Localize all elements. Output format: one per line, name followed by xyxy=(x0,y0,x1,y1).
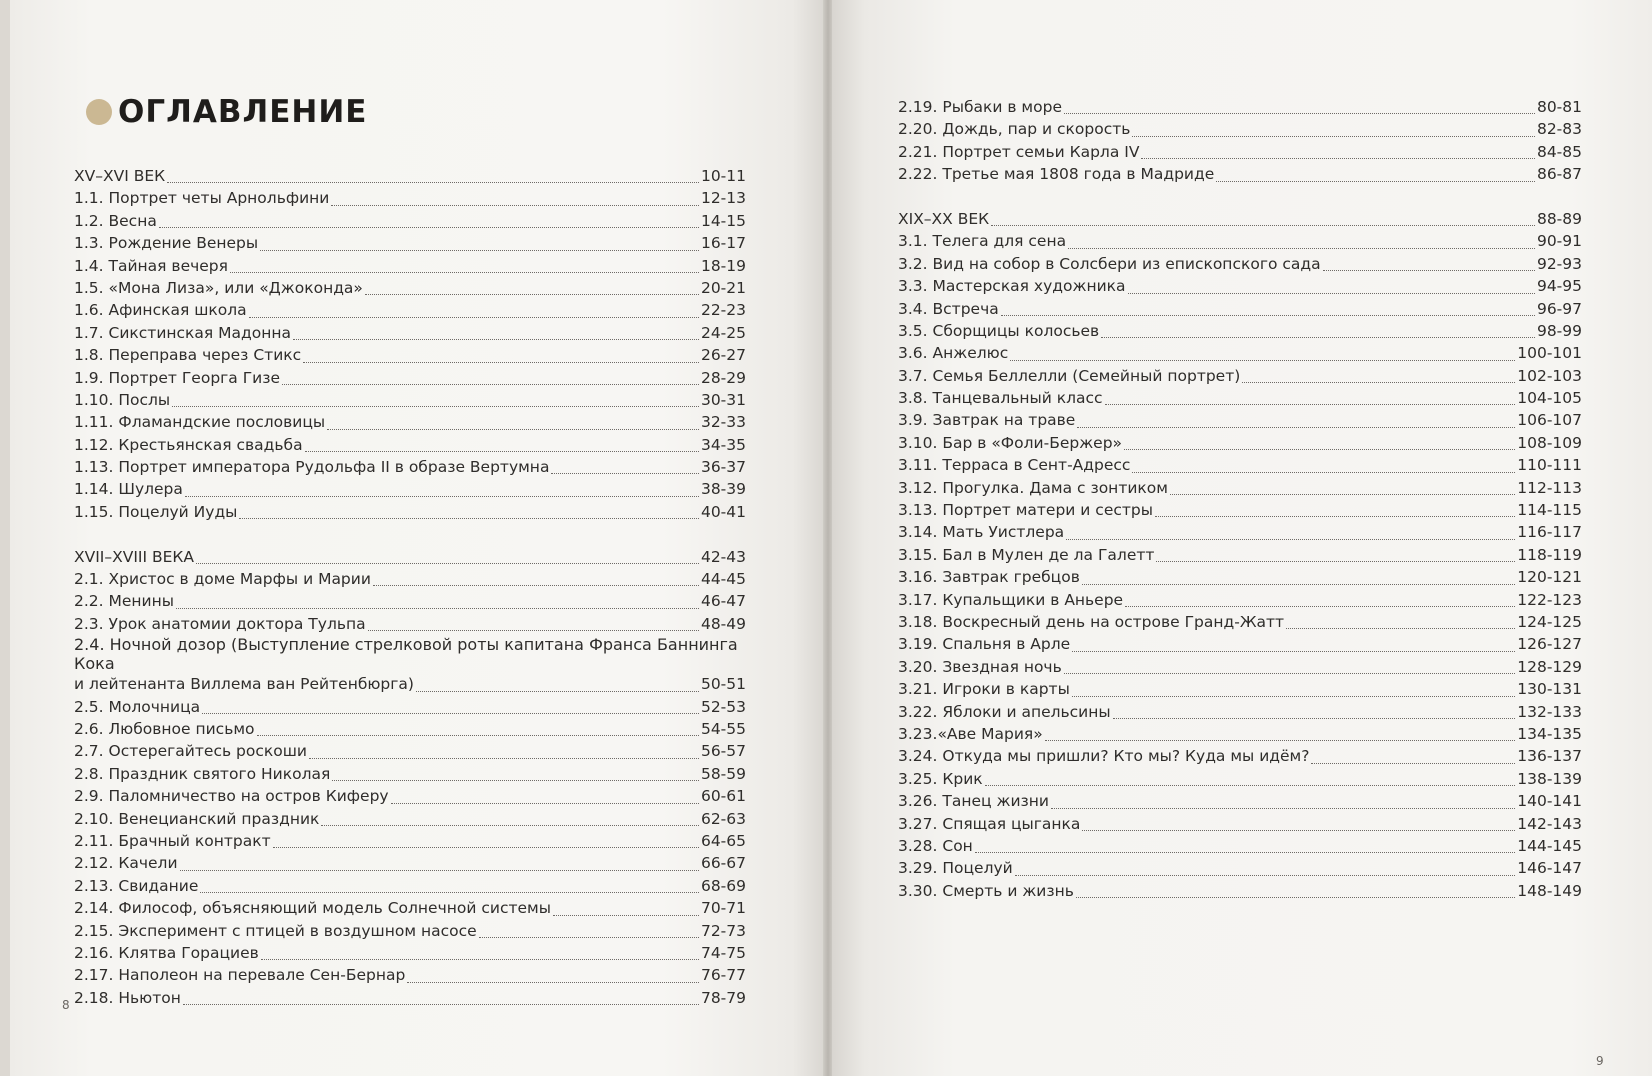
toc-entry xyxy=(74,434,746,456)
toc-entry-pages: 74-75 xyxy=(700,943,746,962)
toc-entry-label: 2.6. Любовное письмо xyxy=(74,719,255,738)
toc-entry xyxy=(898,723,1582,745)
toc-entry xyxy=(898,141,1582,163)
toc-entry xyxy=(898,432,1582,454)
toc-entry xyxy=(74,852,746,874)
toc-entry-pages: 26-27 xyxy=(700,346,746,365)
toc-entry-pages: 46-47 xyxy=(700,592,746,611)
toc-entry-pages: 68-69 xyxy=(700,876,746,895)
toc-entry-pages: 52-53 xyxy=(700,697,746,716)
dot-leader xyxy=(1072,651,1515,652)
dot-leader xyxy=(1072,696,1515,697)
toc-entry-pages: 112-113 xyxy=(1517,478,1582,497)
toc-entry-label: 1.11. Фламандские пословицы xyxy=(74,413,326,432)
toc-entry-label: 2.1. Христос в доме Марфы и Марии xyxy=(74,570,371,589)
dot-leader xyxy=(368,630,699,631)
page-number-left: 8 xyxy=(62,998,70,1012)
toc-entry-pages: 94-95 xyxy=(1536,277,1582,296)
toc-entry xyxy=(898,387,1582,409)
toc-entry-pages: 28-29 xyxy=(700,368,746,387)
toc-entry-pages: 114-115 xyxy=(1517,501,1582,520)
toc-entry-label: 2.14. Философ, объясняющий модель Солнечной системы xyxy=(74,899,551,918)
toc-entry xyxy=(898,768,1582,790)
toc-entry-pages: 90-91 xyxy=(1536,232,1582,251)
dot-leader xyxy=(332,780,699,781)
toc-entry-label: 1.3. Рождение Венеры xyxy=(74,234,259,253)
toc-entry xyxy=(74,165,746,187)
toc-entry xyxy=(74,411,746,433)
toc-entry-pages: 40-41 xyxy=(700,502,746,521)
dot-leader xyxy=(1101,337,1535,338)
toc-entry-pages: 60-61 xyxy=(700,787,746,806)
toc-entry-label: 3.10. Бар в «Фоли-Бержер» xyxy=(898,433,1123,452)
toc-entry-pages: 134-135 xyxy=(1517,724,1582,743)
toc-entry xyxy=(74,210,746,232)
toc-entry-label: 3.1. Телега для сена xyxy=(898,232,1067,251)
toc-entry-pages: 110-111 xyxy=(1517,456,1582,475)
toc-entry xyxy=(74,568,746,590)
dot-leader xyxy=(180,870,699,871)
toc-entry-label: 3.30. Смерть и жизнь xyxy=(898,881,1074,900)
toc-entry-pages: 44-45 xyxy=(700,570,746,589)
toc-entry-pages: 142-143 xyxy=(1517,814,1582,833)
toc-entry-label: 1.6. Афинская школа xyxy=(74,301,247,320)
dot-leader xyxy=(1076,897,1515,898)
dot-leader xyxy=(1311,763,1515,764)
toc-entry xyxy=(74,920,746,942)
toc-entry-label: 3.5. Сборщицы колосьев xyxy=(898,321,1100,340)
toc-entry xyxy=(74,389,746,411)
dot-leader xyxy=(230,272,699,273)
toc-entry-pages: 122-123 xyxy=(1517,590,1582,609)
toc-entry-pages: 126-127 xyxy=(1517,635,1582,654)
toc-entry xyxy=(898,521,1582,543)
dot-leader xyxy=(1051,808,1515,809)
toc-entry xyxy=(74,277,746,299)
toc-entry-pages: 148-149 xyxy=(1517,881,1582,900)
toc-entry xyxy=(74,613,746,635)
toc-entry-label: 1.14. Шулера xyxy=(74,480,183,499)
toc-entry-pages: 18-19 xyxy=(700,256,746,275)
dot-leader xyxy=(991,225,1535,226)
toc-entry-pages: 136-137 xyxy=(1517,747,1582,766)
toc-entry-pages: 24-25 xyxy=(700,323,746,342)
toc-entry-label: XVII–XVIII ВЕКА xyxy=(74,547,195,566)
toc-entry xyxy=(74,987,746,1009)
toc-entry xyxy=(898,813,1582,835)
toc-entry xyxy=(898,477,1582,499)
dot-leader xyxy=(1216,181,1535,182)
toc-entry-pages: 132-133 xyxy=(1517,702,1582,721)
toc-entry-label: 2.12. Качели xyxy=(74,854,178,873)
toc-entry xyxy=(898,275,1582,297)
toc-entry-pages: 118-119 xyxy=(1517,545,1582,564)
toc-entry-pages: 92-93 xyxy=(1536,254,1582,273)
toc-entry-label: 2.3. Урок анатомии доктора Тульпа xyxy=(74,614,366,633)
toc-entry-label: 3.21. Игроки в карты xyxy=(898,680,1070,699)
section-spacer xyxy=(898,186,1582,208)
toc-entry-label: 2.21. Портрет семьи Карла IV xyxy=(898,142,1140,161)
toc-entry xyxy=(898,230,1582,252)
dot-leader xyxy=(327,429,699,430)
toc-entry-label: 3.7. Семья Беллелли (Семейный портрет) xyxy=(898,366,1241,385)
dot-leader xyxy=(1082,584,1515,585)
toc-entry-label: 1.9. Портрет Георга Гизе xyxy=(74,368,281,387)
toc-entry-label: XV–XVI ВЕК xyxy=(74,167,166,185)
toc-entry-pages: 62-63 xyxy=(700,809,746,828)
toc-entry-pages: 84-85 xyxy=(1536,142,1582,161)
toc-entry xyxy=(898,96,1582,118)
toc-entry-label: 3.2. Вид на собор в Солсбери из епископского сада xyxy=(898,254,1321,273)
dot-leader xyxy=(239,518,699,519)
toc-list-left xyxy=(74,165,746,1009)
dot-leader xyxy=(975,852,1515,853)
toc-entry-label: 3.22. Яблоки и апельсины xyxy=(898,702,1111,721)
dot-leader xyxy=(551,473,699,474)
toc-entry-pages: 96-97 xyxy=(1536,299,1582,318)
dot-leader xyxy=(1132,136,1535,137)
toc-entry-pages: 10-11 xyxy=(700,167,746,185)
toc-entry-label: и лейтенанта Виллема ван Рейтенбюрга) xyxy=(74,675,414,694)
toc-entry xyxy=(74,718,746,740)
toc-entry xyxy=(74,367,746,389)
toc-entry-pages: 42-43 xyxy=(700,547,746,566)
toc-entry-pages: 72-73 xyxy=(700,921,746,940)
toc-entry-pages: 64-65 xyxy=(700,831,746,850)
toc-entry-pages: 30-31 xyxy=(700,390,746,409)
dot-leader xyxy=(303,362,699,363)
toc-entry-label: 3.25. Крик xyxy=(898,769,983,788)
toc-entry-pages: 102-103 xyxy=(1517,366,1582,385)
toc-entry xyxy=(898,454,1582,476)
dot-leader xyxy=(985,785,1516,786)
toc-entry-pages: 120-121 xyxy=(1517,568,1582,587)
toc-entry xyxy=(74,763,746,785)
toc-entry xyxy=(898,745,1582,767)
toc-entry-pages: 50-51 xyxy=(700,675,746,694)
dot-leader xyxy=(553,915,699,916)
toc-entry-pages: 144-145 xyxy=(1517,836,1582,855)
dot-leader xyxy=(176,608,699,609)
toc-entry xyxy=(74,808,746,830)
dot-leader xyxy=(1045,740,1516,741)
dot-leader xyxy=(1156,561,1515,562)
toc-entry xyxy=(898,163,1582,185)
toc-entry-pages: 130-131 xyxy=(1517,680,1582,699)
toc-entry-label: 2.20. Дождь, пар и скорость xyxy=(898,120,1131,139)
toc-entry-label: 1.10. Послы xyxy=(74,390,171,409)
dot-leader xyxy=(1066,539,1515,540)
toc-entry xyxy=(74,456,746,478)
toc-entry-pages: 22-23 xyxy=(700,301,746,320)
dot-leader xyxy=(365,294,699,295)
dot-leader xyxy=(282,384,699,385)
toc-entry-pages: 48-49 xyxy=(700,614,746,633)
toc-entry-label: 2.17. Наполеон на перевале Сен-Бернар xyxy=(74,966,406,985)
toc-entry-label: 2.13. Свидание xyxy=(74,876,199,895)
toc-entry-pages: 66-67 xyxy=(700,854,746,873)
toc-entry-label: 2.7. Остерегайтесь роскоши xyxy=(74,742,307,761)
toc-entry-label: 3.8. Танцевальный класс xyxy=(898,389,1103,408)
toc-entry-pages: 14-15 xyxy=(700,211,746,230)
toc-entry-label: 3.4. Встреча xyxy=(898,299,999,318)
toc-entry-label: 1.4. Тайная вечеря xyxy=(74,256,228,275)
toc-entry xyxy=(74,478,746,500)
toc-entry-label: 1.15. Поцелуй Иуды xyxy=(74,502,238,521)
dot-leader xyxy=(1113,718,1516,719)
dot-leader xyxy=(185,496,699,497)
toc-entry-label: 3.18. Воскресный день на острове Гранд-Жатт xyxy=(898,612,1285,631)
dot-leader xyxy=(407,982,699,983)
toc-entry-pages: 124-125 xyxy=(1517,612,1582,631)
toc-entry-label: 2.8. Праздник святого Николая xyxy=(74,764,331,783)
toc-entry-pages: 58-59 xyxy=(700,764,746,783)
toc-entry-pages: 20-21 xyxy=(700,278,746,297)
toc-entry-pages: 76-77 xyxy=(700,966,746,985)
toc-entry-label: 2.9. Паломничество на остров Киферу xyxy=(74,787,389,806)
toc-entry xyxy=(74,897,746,919)
dot-leader xyxy=(1015,875,1515,876)
toc-list-right xyxy=(898,96,1582,902)
toc-entry-label: 1.13. Портрет императора Рудольфа II в образе Вертумна xyxy=(74,458,550,477)
dot-leader xyxy=(416,691,699,692)
toc-entry-label: 1.2. Весна xyxy=(74,211,157,230)
dot-leader xyxy=(172,406,699,407)
toc-entry-label: 2.22. Третье мая 1808 года в Мадриде xyxy=(898,165,1215,184)
dot-leader xyxy=(167,182,699,183)
toc-entry xyxy=(74,673,746,695)
dot-leader xyxy=(309,758,699,759)
dot-leader xyxy=(1155,516,1515,517)
toc-entry xyxy=(898,499,1582,521)
toc-entry-pages: 12-13 xyxy=(700,189,746,208)
toc-entry-pages: 100-101 xyxy=(1517,344,1582,363)
toc-entry-pages: 70-71 xyxy=(700,899,746,918)
toc-entry xyxy=(74,942,746,964)
toc-entry-label: 3.9. Завтрак на траве xyxy=(898,411,1076,430)
toc-entry-label: 3.26. Танец жизни xyxy=(898,792,1049,811)
dot-leader xyxy=(273,847,699,848)
toc-entry-label: 1.1. Портрет четы Арнольфини xyxy=(74,189,330,208)
dot-leader xyxy=(257,735,699,736)
toc-entry-label: 1.5. «Мона Лиза», или «Джоконда» xyxy=(74,278,363,297)
toc-entry-pages: 108-109 xyxy=(1517,433,1582,452)
toc-entry xyxy=(898,835,1582,857)
toc-entry-label: 3.28. Сон xyxy=(898,836,973,855)
toc-entry-label: 1.12. Крестьянская свадьба xyxy=(74,435,303,454)
toc-entry xyxy=(898,857,1582,879)
toc-entry-pages: 38-39 xyxy=(700,480,746,499)
toc-entry xyxy=(74,546,746,568)
dot-leader xyxy=(1132,472,1515,473)
dot-leader xyxy=(305,451,699,452)
toc-entry-pages: 16-17 xyxy=(700,234,746,253)
dot-leader xyxy=(293,339,699,340)
toc-entry-pages: 56-57 xyxy=(700,742,746,761)
toc-entry xyxy=(898,656,1582,678)
toc-entry xyxy=(74,785,746,807)
section-spacer xyxy=(74,523,746,545)
dot-leader xyxy=(1001,315,1535,316)
dot-leader xyxy=(1242,382,1515,383)
toc-entry xyxy=(74,740,746,762)
toc-entry-label-line1: 2.4. Ночной дозор (Выступление стрелковой роты капитана Франса Баннинга Кока xyxy=(74,635,738,674)
dot-leader xyxy=(321,825,699,826)
toc-entry xyxy=(898,678,1582,700)
dot-leader xyxy=(183,1004,699,1005)
toc-entry-label: 2.2. Менины xyxy=(74,592,174,611)
toc-entry-label: 3.15. Бал в Мулен де ла Галетт xyxy=(898,545,1155,564)
toc-entry xyxy=(898,253,1582,275)
dot-leader xyxy=(159,227,699,228)
toc-entry xyxy=(898,320,1582,342)
toc-entry xyxy=(898,409,1582,431)
page-title: ОГЛАВЛЕНИЕ xyxy=(118,94,368,130)
toc-entry xyxy=(898,880,1582,902)
dot-leader xyxy=(479,937,699,938)
toc-entry xyxy=(74,875,746,897)
dot-leader xyxy=(1064,113,1535,114)
toc-entry xyxy=(898,790,1582,812)
toc-entry-pages: 146-147 xyxy=(1517,859,1582,878)
toc-entry-pages: 34-35 xyxy=(700,435,746,454)
toc-entry-label: 3.13. Портрет матери и сестры xyxy=(898,501,1153,520)
toc-entry-label: 3.3. Мастерская художника xyxy=(898,277,1126,296)
toc-entry xyxy=(898,544,1582,566)
dot-leader xyxy=(1082,830,1515,831)
toc-entry xyxy=(74,232,746,254)
toc-entry-label: 1.7. Сикстинская Мадонна xyxy=(74,323,291,342)
toc-entry-pages: 36-37 xyxy=(700,458,746,477)
toc-entry-label: 3.16. Завтрак гребцов xyxy=(898,568,1080,587)
toc-entry-label: 1.8. Переправа через Стикс xyxy=(74,346,302,365)
toc-entry-label: 2.19. Рыбаки в море xyxy=(898,98,1062,116)
dot-leader xyxy=(373,585,699,586)
dot-leader xyxy=(1064,673,1516,674)
toc-entry-label: 3.19. Спальня в Арле xyxy=(898,635,1071,654)
toc-entry-label: 3.27. Спящая цыганка xyxy=(898,814,1081,833)
toc-entry-label: 2.15. Эксперимент с птицей в воздушном насосе xyxy=(74,921,477,940)
dot-leader xyxy=(1170,494,1515,495)
dot-leader xyxy=(1141,158,1535,159)
toc-entry-label: 3.11. Терраса в Сент-Адресс xyxy=(898,456,1131,475)
toc-entry-pages: 116-117 xyxy=(1517,523,1582,542)
toc-entry xyxy=(74,501,746,523)
toc-entry xyxy=(898,701,1582,723)
toc-entry-label: 2.10. Венецианский праздник xyxy=(74,809,320,828)
toc-entry xyxy=(898,118,1582,140)
dot-leader xyxy=(261,959,699,960)
dot-leader xyxy=(202,713,699,714)
title-bullet-icon xyxy=(86,99,112,125)
toc-entry-pages: 138-139 xyxy=(1517,769,1582,788)
toc-entry xyxy=(74,590,746,612)
toc-entry-label: 2.16. Клятва Горациев xyxy=(74,943,259,962)
toc-entry-label: 3.17. Купальщики в Аньере xyxy=(898,590,1124,609)
toc-entry xyxy=(74,696,746,718)
dot-leader xyxy=(196,563,699,564)
dot-leader xyxy=(1128,293,1535,294)
dot-leader xyxy=(1077,427,1515,428)
toc-entry xyxy=(898,611,1582,633)
dot-leader xyxy=(1323,270,1535,271)
page-number-right: 9 xyxy=(1596,1054,1604,1068)
dot-leader xyxy=(1068,248,1535,249)
toc-heading xyxy=(86,94,367,130)
toc-entry-pages: 88-89 xyxy=(1536,209,1582,228)
toc-entry-label: 3.29. Поцелуй xyxy=(898,859,1013,878)
toc-entry-label: XIX–XX ВЕК xyxy=(898,209,990,228)
toc-entry-pages: 54-55 xyxy=(700,719,746,738)
dot-leader xyxy=(1124,449,1515,450)
toc-entry xyxy=(898,566,1582,588)
toc-entry xyxy=(74,299,746,321)
toc-entry-label: 2.18. Ньютон xyxy=(74,988,181,1007)
toc-entry-label: 3.12. Прогулка. Дама с зонтиком xyxy=(898,478,1168,497)
toc-entry-pages: 82-83 xyxy=(1536,120,1582,139)
toc-entry-label: 2.5. Молочница xyxy=(74,697,201,716)
toc-entry xyxy=(898,298,1582,320)
toc-entry-label: 3.24. Откуда мы пришли? Кто мы? Куда мы идём? xyxy=(898,747,1310,766)
toc-entry xyxy=(898,365,1582,387)
dot-leader xyxy=(391,803,699,804)
toc-entry xyxy=(74,830,746,852)
dot-leader xyxy=(249,317,699,318)
toc-entry xyxy=(898,208,1582,230)
toc-entry-label: 2.11. Брачный контракт xyxy=(74,831,271,850)
toc-entry-pages: 98-99 xyxy=(1536,321,1582,340)
toc-entry-pages: 80-81 xyxy=(1536,98,1582,116)
dot-leader xyxy=(200,892,699,893)
toc-entry xyxy=(74,344,746,366)
toc-entry-pages: 128-129 xyxy=(1517,657,1582,676)
toc-entry-pages: 86-87 xyxy=(1536,165,1582,184)
toc-entry xyxy=(74,322,746,344)
toc-entry xyxy=(898,342,1582,364)
toc-entry xyxy=(898,633,1582,655)
dot-leader xyxy=(1286,628,1515,629)
toc-entry-label: 3.20. Звездная ночь xyxy=(898,657,1062,676)
dot-leader xyxy=(1125,606,1515,607)
toc-entry-label: 3.14. Мать Уистлера xyxy=(898,523,1065,542)
toc-entry-pages: 140-141 xyxy=(1517,792,1582,811)
dot-leader xyxy=(1105,404,1516,405)
toc-entry-pages: 106-107 xyxy=(1517,411,1582,430)
dot-leader xyxy=(260,250,699,251)
toc-entry-label: 3.23.«Аве Мария» xyxy=(898,724,1043,743)
toc-entry xyxy=(74,187,746,209)
toc-entry-pages: 32-33 xyxy=(700,413,746,432)
dot-leader xyxy=(331,205,699,206)
toc-entry xyxy=(74,255,746,277)
toc-entry-pages: 78-79 xyxy=(700,988,746,1007)
toc-entry xyxy=(898,589,1582,611)
toc-entry-label: 3.6. Анжелюс xyxy=(898,344,1009,363)
dot-leader xyxy=(1010,360,1515,361)
toc-entry-pages: 104-105 xyxy=(1517,389,1582,408)
toc-entry xyxy=(74,964,746,986)
